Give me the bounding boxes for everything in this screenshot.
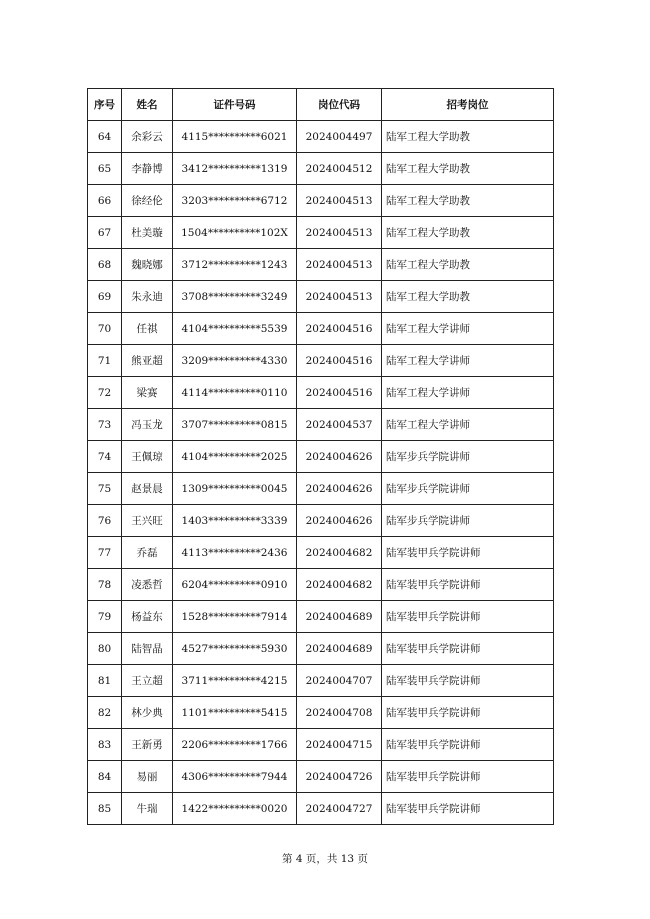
cell-seq: 85 — [88, 793, 122, 825]
cell-post-code: 2024004513 — [297, 217, 382, 249]
cell-post-title: 陆军步兵学院讲师 — [382, 505, 554, 537]
cell-post-code: 2024004516 — [297, 345, 382, 377]
cell-post-title: 陆军装甲兵学院讲师 — [382, 793, 554, 825]
cell-post-code: 2024004516 — [297, 313, 382, 345]
cell-name: 王立超 — [122, 665, 173, 697]
cell-id-number: 4306**********7944 — [173, 761, 297, 793]
cell-id-number: 4114**********0110 — [173, 377, 297, 409]
cell-id-number: 4104**********2025 — [173, 441, 297, 473]
cell-post-title: 陆军装甲兵学院讲师 — [382, 729, 554, 761]
cell-seq: 69 — [88, 281, 122, 313]
cell-id-number: 1528**********7914 — [173, 601, 297, 633]
cell-post-code: 2024004513 — [297, 185, 382, 217]
header-id-number: 证件号码 — [173, 89, 297, 121]
cell-post-code: 2024004497 — [297, 121, 382, 153]
table-row — [88, 281, 554, 313]
table-row — [88, 697, 554, 729]
cell-seq: 83 — [88, 729, 122, 761]
cell-name: 魏晓娜 — [122, 249, 173, 281]
cell-post-title: 陆军工程大学助教 — [382, 185, 554, 217]
cell-post-code: 2024004682 — [297, 569, 382, 601]
candidate-table — [87, 88, 554, 825]
cell-post-code: 2024004689 — [297, 633, 382, 665]
table-row — [88, 409, 554, 441]
cell-post-title: 陆军装甲兵学院讲师 — [382, 633, 554, 665]
cell-seq: 74 — [88, 441, 122, 473]
cell-name: 赵景晨 — [122, 473, 173, 505]
cell-id-number: 3412**********1319 — [173, 153, 297, 185]
table-row — [88, 217, 554, 249]
cell-name: 杜美璇 — [122, 217, 173, 249]
cell-seq: 76 — [88, 505, 122, 537]
cell-id-number: 1101**********5415 — [173, 697, 297, 729]
table-row — [88, 505, 554, 537]
cell-seq: 81 — [88, 665, 122, 697]
header-post-code: 岗位代码 — [297, 89, 382, 121]
cell-seq: 78 — [88, 569, 122, 601]
cell-name: 熊亚超 — [122, 345, 173, 377]
header-post-title: 招考岗位 — [382, 89, 554, 121]
table-row — [88, 153, 554, 185]
cell-seq: 68 — [88, 249, 122, 281]
cell-seq: 82 — [88, 697, 122, 729]
cell-id-number: 6204**********0910 — [173, 569, 297, 601]
table-row — [88, 665, 554, 697]
table-row — [88, 377, 554, 409]
cell-seq: 65 — [88, 153, 122, 185]
cell-post-code: 2024004512 — [297, 153, 382, 185]
cell-post-title: 陆军工程大学助教 — [382, 153, 554, 185]
cell-name: 任祺 — [122, 313, 173, 345]
cell-post-code: 2024004727 — [297, 793, 382, 825]
cell-post-title: 陆军装甲兵学院讲师 — [382, 697, 554, 729]
cell-id-number: 2206**********1766 — [173, 729, 297, 761]
cell-seq: 77 — [88, 537, 122, 569]
cell-name: 王兴旺 — [122, 505, 173, 537]
cell-post-code: 2024004513 — [297, 249, 382, 281]
cell-seq: 84 — [88, 761, 122, 793]
cell-id-number: 4527**********5930 — [173, 633, 297, 665]
table-row — [88, 761, 554, 793]
cell-id-number: 3708**********3249 — [173, 281, 297, 313]
table-row — [88, 345, 554, 377]
cell-name: 牛瑞 — [122, 793, 173, 825]
cell-id-number: 4104**********5539 — [173, 313, 297, 345]
cell-name: 林少典 — [122, 697, 173, 729]
cell-post-title: 陆军装甲兵学院讲师 — [382, 537, 554, 569]
cell-seq: 71 — [88, 345, 122, 377]
cell-name: 朱永迪 — [122, 281, 173, 313]
cell-post-title: 陆军工程大学助教 — [382, 121, 554, 153]
table-body — [88, 121, 554, 825]
cell-id-number: 3203**********6712 — [173, 185, 297, 217]
cell-post-title: 陆军工程大学助教 — [382, 217, 554, 249]
cell-post-code: 2024004626 — [297, 441, 382, 473]
page-number-footer: 第 4 页，共 13 页 — [282, 853, 368, 865]
cell-id-number: 1422**********0020 — [173, 793, 297, 825]
cell-post-code: 2024004626 — [297, 473, 382, 505]
cell-id-number: 3712**********1243 — [173, 249, 297, 281]
cell-post-code: 2024004537 — [297, 409, 382, 441]
table-row — [88, 537, 554, 569]
cell-name: 王新勇 — [122, 729, 173, 761]
cell-name: 陆智晶 — [122, 633, 173, 665]
cell-name: 王佩琼 — [122, 441, 173, 473]
table-row — [88, 313, 554, 345]
cell-name: 乔磊 — [122, 537, 173, 569]
cell-post-title: 陆军步兵学院讲师 — [382, 441, 554, 473]
cell-seq: 79 — [88, 601, 122, 633]
cell-name: 凌悉哲 — [122, 569, 173, 601]
cell-post-code: 2024004682 — [297, 537, 382, 569]
cell-post-title: 陆军装甲兵学院讲师 — [382, 665, 554, 697]
cell-post-title: 陆军装甲兵学院讲师 — [382, 761, 554, 793]
cell-name: 杨益东 — [122, 601, 173, 633]
cell-post-title: 陆军工程大学助教 — [382, 249, 554, 281]
cell-post-title: 陆军工程大学讲师 — [382, 409, 554, 441]
cell-seq: 66 — [88, 185, 122, 217]
cell-seq: 75 — [88, 473, 122, 505]
table-row — [88, 793, 554, 825]
table-row — [88, 729, 554, 761]
cell-seq: 70 — [88, 313, 122, 345]
cell-id-number: 1403**********3339 — [173, 505, 297, 537]
table-row — [88, 569, 554, 601]
table-row — [88, 441, 554, 473]
cell-seq: 72 — [88, 377, 122, 409]
cell-name: 冯玉龙 — [122, 409, 173, 441]
cell-post-title: 陆军工程大学讲师 — [382, 377, 554, 409]
table-row — [88, 249, 554, 281]
cell-post-code: 2024004708 — [297, 697, 382, 729]
cell-post-code: 2024004689 — [297, 601, 382, 633]
cell-name: 李静博 — [122, 153, 173, 185]
cell-seq: 64 — [88, 121, 122, 153]
cell-name: 梁赛 — [122, 377, 173, 409]
table-header-row — [88, 89, 554, 121]
cell-id-number: 3711**********4215 — [173, 665, 297, 697]
cell-id-number: 3209**********4330 — [173, 345, 297, 377]
cell-post-title: 陆军工程大学助教 — [382, 281, 554, 313]
cell-post-title: 陆军装甲兵学院讲师 — [382, 601, 554, 633]
cell-seq: 73 — [88, 409, 122, 441]
cell-post-title: 陆军装甲兵学院讲师 — [382, 569, 554, 601]
cell-id-number: 3707**********0815 — [173, 409, 297, 441]
table-row — [88, 473, 554, 505]
cell-name: 徐经伦 — [122, 185, 173, 217]
cell-id-number: 4113**********2436 — [173, 537, 297, 569]
cell-seq: 80 — [88, 633, 122, 665]
cell-post-code: 2024004516 — [297, 377, 382, 409]
cell-name: 易丽 — [122, 761, 173, 793]
cell-post-code: 2024004726 — [297, 761, 382, 793]
cell-post-code: 2024004707 — [297, 665, 382, 697]
cell-post-title: 陆军步兵学院讲师 — [382, 473, 554, 505]
cell-post-code: 2024004513 — [297, 281, 382, 313]
cell-id-number: 4115**********6021 — [173, 121, 297, 153]
table-row — [88, 121, 554, 153]
cell-post-code: 2024004715 — [297, 729, 382, 761]
cell-post-title: 陆军工程大学讲师 — [382, 313, 554, 345]
cell-name: 余彩云 — [122, 121, 173, 153]
header-name: 姓名 — [122, 89, 173, 121]
cell-id-number: 1309**********0045 — [173, 473, 297, 505]
table-row — [88, 633, 554, 665]
table-row — [88, 185, 554, 217]
cell-id-number: 1504**********102X — [173, 217, 297, 249]
cell-post-code: 2024004626 — [297, 505, 382, 537]
cell-seq: 67 — [88, 217, 122, 249]
table-row — [88, 601, 554, 633]
cell-post-title: 陆军工程大学讲师 — [382, 345, 554, 377]
header-seq: 序号 — [88, 89, 122, 121]
